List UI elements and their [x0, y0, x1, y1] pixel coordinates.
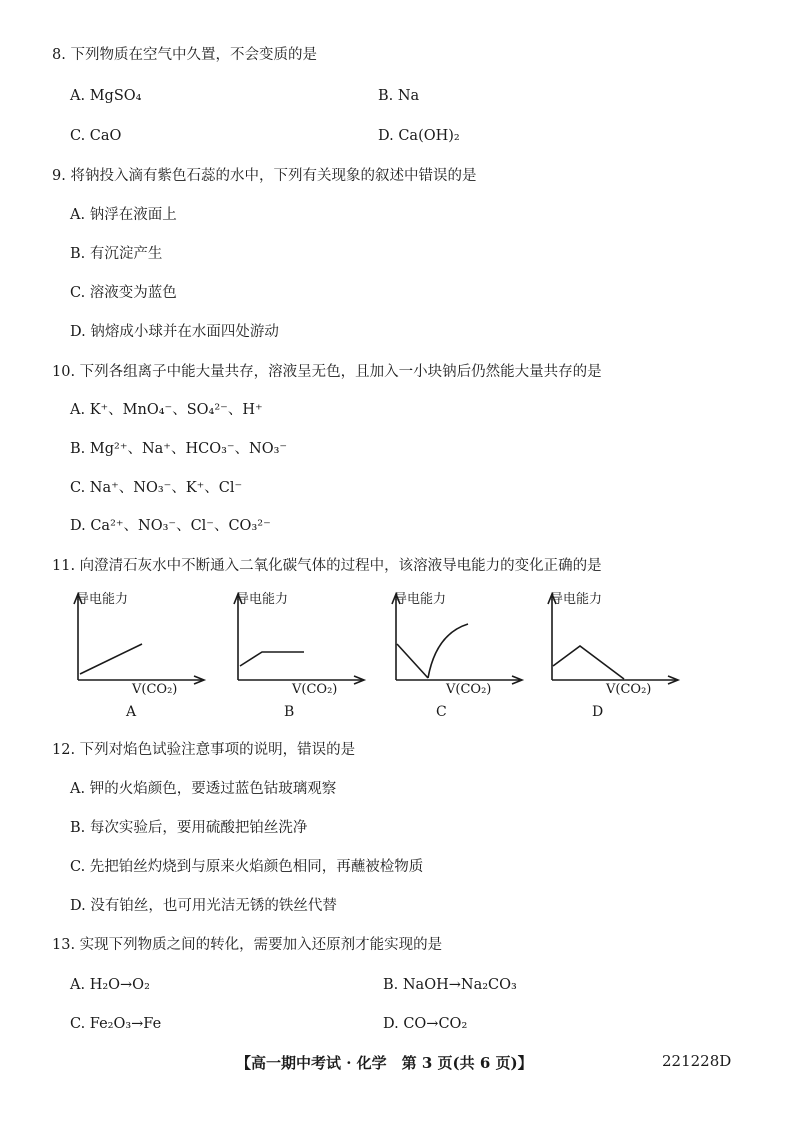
question-13-option-b: B. NaOH→Na₂CO₃	[383, 977, 517, 993]
graph-a	[62, 588, 222, 718]
graph-a-y-label: 导电能力	[76, 592, 129, 607]
question-10-stem: 10. 下列各组离子中能大量共存，溶液呈无色，且加入一小块钠后仍然能大量共存的是	[52, 364, 602, 380]
page-footer-code: 221228D	[662, 1052, 732, 1070]
question-12-stem: 12. 下列对焰色试验注意事项的说明，错误的是	[52, 742, 356, 758]
question-12-option-c: C. 先把铂丝灼烧到与原来火焰颜色相同，再蘸被检物质	[70, 859, 424, 875]
graph-b	[222, 588, 382, 718]
question-10-option-b: B. Mg²⁺、Na⁺、HCO₃⁻、NO₃⁻	[70, 441, 288, 457]
question-9-stem: 9. 将钠投入滴有紫色石蕊的水中，下列有关现象的叙述中错误的是	[52, 168, 477, 184]
question-10-option-c: C. Na⁺、NO₃⁻、K⁺、Cl⁻	[70, 480, 243, 496]
graph-d-x-label: V(CO₂)	[606, 682, 652, 697]
question-13-option-a: A. H₂O→O₂	[70, 977, 150, 993]
graph-a-x-label: V(CO₂)	[132, 682, 178, 697]
question-9-option-a: A. 钠浮在液面上	[70, 207, 177, 223]
question-8-option-a: A. MgSO₄	[70, 88, 142, 104]
question-12-option-b: B. 每次实验后，要用硫酸把铂丝洗净	[70, 820, 308, 836]
question-9-option-c: C. 溶液变为蓝色	[70, 285, 177, 301]
question-13-option-d: D. CO→CO₂	[383, 1016, 468, 1032]
graph-c	[380, 588, 540, 718]
question-13-option-c: C. Fe₂O₃→Fe	[70, 1016, 162, 1032]
question-9-option-b: B. 有沉淀产生	[70, 246, 163, 262]
question-9-option-d: D. 钠熔成小球并在水面四处游动	[70, 324, 279, 340]
graph-c-x-label: V(CO₂)	[446, 682, 492, 697]
graph-b-x-label: V(CO₂)	[292, 682, 338, 697]
graph-a-letter: A	[126, 704, 137, 720]
graph-b-letter: B	[284, 704, 295, 720]
question-8-option-d: D. Ca(OH)₂	[378, 128, 460, 144]
graph-b-y-label: 导电能力	[236, 592, 289, 607]
graph-c-letter: C	[436, 704, 447, 720]
question-8-option-c: C. CaO	[70, 128, 122, 144]
graph-d	[536, 588, 696, 718]
question-12-option-a: A. 钾的火焰颜色，要透过蓝色钴玻璃观察	[70, 781, 337, 797]
question-10-option-a: A. K⁺、MnO₄⁻、SO₄²⁻、H⁺	[70, 402, 263, 418]
question-8-option-b: B. Na	[378, 88, 420, 104]
question-12-option-d: D. 没有铂丝，也可用光洁无锈的铁丝代替	[70, 898, 337, 914]
graph-d-letter: D	[592, 704, 604, 720]
graph-d-y-label: 导电能力	[550, 592, 603, 607]
page-footer-title: 【高一期中考试 · 化学 第 3 页(共 6 页)】	[236, 1054, 533, 1072]
question-11-stem: 11. 向澄清石灰水中不断通入二氧化碳气体的过程中，该溶液导电能力的变化正确的是	[52, 558, 602, 574]
question-10-option-d: D. Ca²⁺、NO₃⁻、Cl⁻、CO₃²⁻	[70, 518, 271, 534]
question-8-stem: 8. 下列物质在空气中久置，不会变质的是	[52, 47, 317, 63]
graph-c-y-label: 导电能力	[394, 592, 447, 607]
question-13-stem: 13. 实现下列物质之间的转化，需要加入还原剂才能实现的是	[52, 937, 443, 953]
